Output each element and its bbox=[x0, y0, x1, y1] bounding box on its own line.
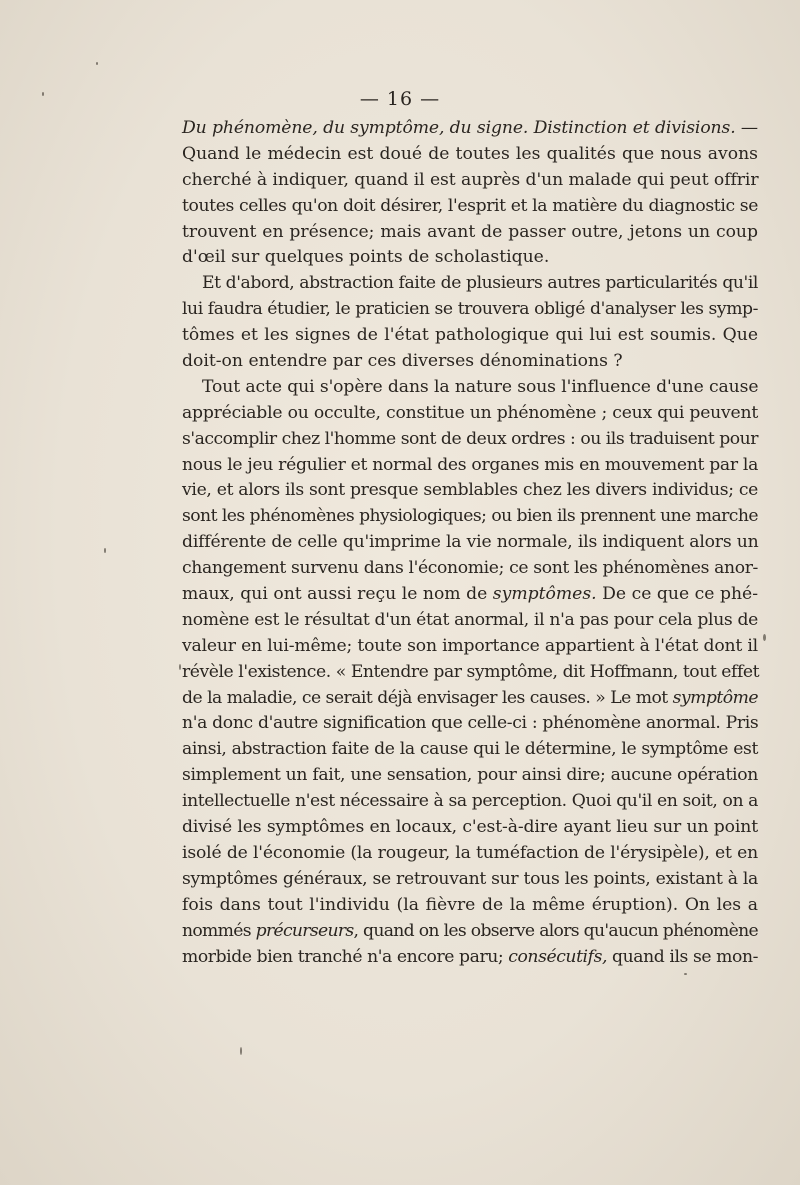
text-line bbox=[182, 711, 758, 737]
text-line bbox=[182, 375, 758, 401]
line-text: nommés bbox=[182, 920, 256, 941]
line-text: appréciable ou occulte, constitue un phénomène ; ceux qui peuvent bbox=[182, 402, 759, 423]
line-text: De ce que ce phé- bbox=[596, 584, 758, 605]
text-line bbox=[182, 194, 758, 220]
line-text: morbide bien tranché n'a encore paru; bbox=[182, 946, 509, 967]
line-text: vie, et alors ils sont presque semblables chez les divers individus; ce bbox=[182, 480, 759, 501]
line-text: tômes et les signes de l'état pathologique qui lui est soumis. Que bbox=[182, 325, 758, 346]
text-line bbox=[182, 919, 758, 945]
text-line bbox=[182, 686, 758, 712]
text-line bbox=[182, 168, 758, 194]
line-text: différente de celle qu'imprime la vie normale, ils indiquent alors un bbox=[182, 532, 759, 553]
text-line bbox=[182, 142, 758, 168]
line-text: changement survenu dans l'économie; ce sont les phénomènes anor- bbox=[182, 558, 758, 579]
line-text: lui faudra étudier, le praticien se trouvera obligé d'analyser les symp- bbox=[182, 299, 758, 320]
text-line bbox=[182, 245, 758, 271]
ink-speck bbox=[684, 973, 687, 975]
text-line bbox=[182, 504, 758, 530]
line-text: n'a donc d'autre signification que celle-ci : phénomène anormal. Pris bbox=[182, 713, 759, 734]
page-number: — 16 — bbox=[359, 88, 441, 110]
text-line bbox=[182, 582, 758, 608]
text-line bbox=[182, 427, 758, 453]
text-line bbox=[182, 116, 758, 142]
text-line bbox=[182, 323, 758, 349]
line-text: , quand on les observe alors qu'aucun phénomène bbox=[353, 920, 758, 941]
line-text: Tout acte qui s'opère dans la nature sous l'influence d'une cause bbox=[202, 376, 759, 397]
text-line bbox=[182, 349, 758, 375]
text-line bbox=[182, 220, 758, 246]
text-line bbox=[182, 478, 758, 504]
text-line bbox=[182, 401, 758, 427]
line-text: valeur en lui-même; toute son importance appartient à l'état dont il bbox=[182, 635, 758, 656]
text-line bbox=[182, 660, 758, 686]
text-line bbox=[182, 556, 758, 582]
line-text: sont les phénomènes physiologiques; ou bien ils prennent une marche bbox=[182, 506, 758, 527]
text-line bbox=[182, 789, 758, 815]
line-text: fois dans tout l'individu (la fièvre de la même éruption). On les a bbox=[182, 894, 758, 915]
line-text: révèle l'existence. « Entendre par symptôme, dit Hoffmann, tout effet bbox=[182, 661, 760, 682]
text-line bbox=[182, 893, 758, 919]
ink-speck bbox=[763, 634, 766, 641]
ink-speck bbox=[96, 62, 98, 65]
line-text: trouvent en présence; mais avant de passer outre, jetons un coup bbox=[182, 221, 758, 242]
italic-term: symptôme bbox=[672, 687, 758, 708]
text-line bbox=[182, 763, 758, 789]
line-text: doit-on entendre par ces diverses dénominations ? bbox=[182, 351, 623, 372]
ink-speck bbox=[104, 548, 106, 553]
text-line bbox=[182, 841, 758, 867]
italic-term: symptômes. bbox=[492, 584, 597, 605]
ink-speck bbox=[240, 1047, 242, 1055]
text-line bbox=[182, 453, 758, 479]
line-text: quand ils se mon- bbox=[607, 946, 758, 967]
text-line bbox=[182, 737, 758, 763]
line-text: toutes celles qu'on doit désirer, l'esprit et la matière du diagnostic se bbox=[182, 195, 758, 216]
ink-speck bbox=[42, 92, 44, 96]
text-line bbox=[182, 634, 758, 660]
text-line bbox=[182, 530, 758, 556]
line-text: Du phénomène, du symptôme, du signe. Distinction et divisions. — bbox=[182, 118, 759, 138]
line-text: maux, qui ont aussi reçu le nom de bbox=[182, 584, 493, 605]
line-text: intellectuelle n'est nécessaire à sa perception. Quoi qu'il en soit, on a bbox=[182, 791, 759, 812]
line-text: nous le jeu régulier et normal des organes mis en mouvement par la bbox=[182, 454, 759, 475]
body-text bbox=[182, 116, 758, 970]
text-line bbox=[182, 297, 758, 323]
line-text: Quand le médecin est doué de toutes les qualités que nous avons bbox=[182, 143, 758, 164]
line-text: de la maladie, ce serait déjà envisager les causes. » Le mot bbox=[182, 687, 673, 708]
line-text: isolé de l'économie (la rougeur, la tuméfaction de l'érysipèle), et en bbox=[182, 842, 758, 863]
line-text: nomène est le résultat d'un état anormal, il n'a pas pour cela plus de bbox=[182, 609, 759, 630]
italic-term: précurseurs bbox=[255, 920, 354, 941]
text-line bbox=[182, 815, 758, 841]
text-line bbox=[182, 867, 758, 893]
line-text: cherché à indiquer, quand il est auprès d'un malade qui peut offrir bbox=[182, 169, 759, 190]
line-text: d'œil sur quelques points de scholastique. bbox=[182, 247, 550, 268]
text-line bbox=[182, 271, 758, 297]
ink-speck bbox=[179, 664, 181, 670]
italic-term: consécutifs, bbox=[508, 946, 608, 967]
line-text: symptômes généraux, se retrouvant sur tous les points, existant à la bbox=[182, 868, 758, 889]
text-line bbox=[182, 608, 758, 634]
text-line bbox=[182, 945, 758, 971]
line-text: ainsi, abstraction faite de la cause qui le détermine, le symptôme est bbox=[182, 739, 759, 760]
line-text: s'accomplir chez l'homme sont de deux ordres : ou ils traduisent pour bbox=[182, 428, 759, 449]
line-text: simplement un fait, une sensation, pour ainsi dire; aucune opération bbox=[182, 765, 758, 786]
line-text: divisé les symptômes en locaux, c'est-à-dire ayant lieu sur un point bbox=[182, 817, 758, 838]
line-text: Et d'abord, abstraction faite de plusieurs autres particularités qu'il bbox=[202, 273, 758, 294]
